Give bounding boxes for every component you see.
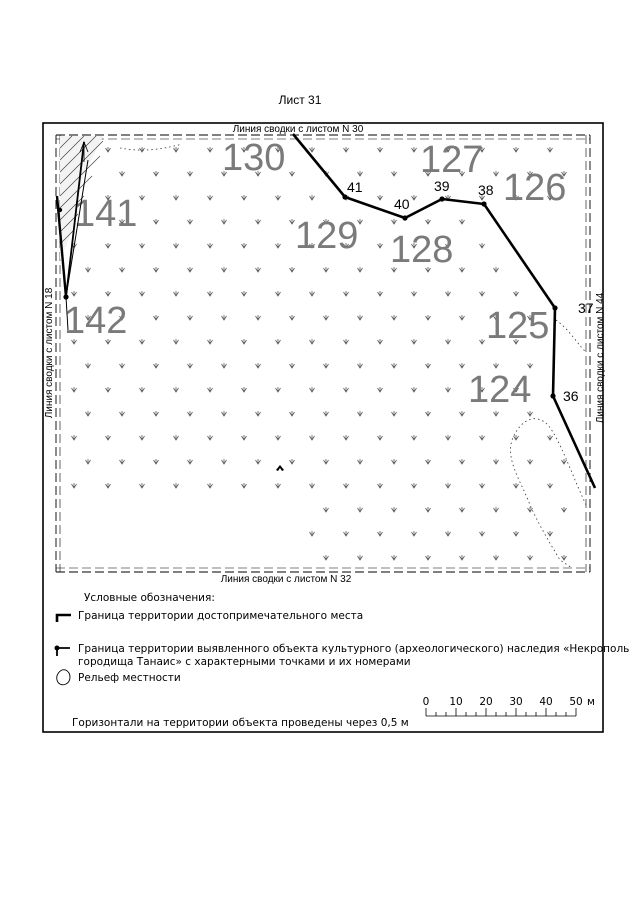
terrain-glyph xyxy=(324,459,329,464)
terrain-glyph xyxy=(562,507,567,512)
terrain-glyph xyxy=(256,267,261,272)
terrain-glyph xyxy=(242,195,247,200)
terrain-glyph xyxy=(222,411,227,416)
terrain-glyph xyxy=(310,387,315,392)
point-37: 37 xyxy=(578,300,594,316)
terrain-glyph xyxy=(378,243,383,248)
terrain-glyph xyxy=(72,291,77,296)
legend-relief: Рельеф местности xyxy=(78,672,181,684)
terrain-glyph xyxy=(290,411,295,416)
parcel-124: 124 xyxy=(468,369,532,411)
terrain-glyph xyxy=(154,267,159,272)
terrain-glyph xyxy=(378,387,383,392)
terrain-glyph xyxy=(310,147,315,152)
terrain-glyph xyxy=(460,555,465,560)
terrain-glyph xyxy=(86,411,91,416)
terrain-glyph xyxy=(412,435,417,440)
terrain-glyph xyxy=(106,435,111,440)
terrain-glyph xyxy=(426,315,431,320)
terrain-glyph xyxy=(460,219,465,224)
terrain-glyph xyxy=(256,459,261,464)
terrain-glyph xyxy=(208,147,213,152)
terrain-glyph xyxy=(494,171,499,176)
terrain-glyph xyxy=(242,435,247,440)
terrain-glyph xyxy=(480,531,485,536)
match-line-bottom: Линия сводки с листом N 32 xyxy=(220,574,352,585)
terrain-glyph xyxy=(290,267,295,272)
terrain-glyph xyxy=(290,315,295,320)
terrain-glyph xyxy=(446,435,451,440)
terrain-glyph xyxy=(480,435,485,440)
terrain-glyph xyxy=(208,195,213,200)
terrain-glyph xyxy=(358,507,363,512)
terrain-glyph xyxy=(120,459,125,464)
terrain-glyph xyxy=(426,219,431,224)
terrain-glyph xyxy=(208,339,213,344)
terrain-glyph xyxy=(528,363,533,368)
terrain-glyph xyxy=(480,291,485,296)
parcel-126: 126 xyxy=(503,167,567,209)
terrain-glyph xyxy=(392,219,397,224)
terrain-glyph xyxy=(72,387,77,392)
terrain-glyph xyxy=(494,267,499,272)
point-41: 41 xyxy=(347,179,363,195)
parcel-127: 127 xyxy=(420,139,484,181)
terrain-glyph xyxy=(86,459,91,464)
terrain-glyph xyxy=(344,483,349,488)
terrain-glyph xyxy=(426,411,431,416)
terrain-glyph xyxy=(378,339,383,344)
scale-bar xyxy=(423,696,595,716)
terrain-glyph xyxy=(344,291,349,296)
terrain-glyph xyxy=(256,315,261,320)
terrain-glyph xyxy=(188,171,193,176)
point-36: 36 xyxy=(563,388,579,404)
terrain-glyph xyxy=(208,387,213,392)
terrain-glyph xyxy=(140,435,145,440)
match-line-left: Линия сводки с листом N 18 xyxy=(44,287,55,419)
terrain-glyph xyxy=(528,507,533,512)
point-marker-symbol xyxy=(276,465,284,471)
sheet-title: Лист 31 xyxy=(278,93,322,107)
terrain-glyph xyxy=(344,339,349,344)
terrain-glyph xyxy=(276,291,281,296)
terrain-glyph xyxy=(256,411,261,416)
terrain-glyph xyxy=(256,363,261,368)
terrain-glyph xyxy=(412,339,417,344)
terrain-glyph xyxy=(154,411,159,416)
terrain-glyph xyxy=(412,483,417,488)
terrain-glyph xyxy=(140,195,145,200)
terrain-glyph xyxy=(72,435,77,440)
terrain-glyph xyxy=(310,195,315,200)
terrain-glyph xyxy=(378,531,383,536)
terrain-glyph xyxy=(86,267,91,272)
terrain-glyph xyxy=(188,411,193,416)
terrain-glyph xyxy=(344,435,349,440)
terrain-glyph xyxy=(242,339,247,344)
terrain-glyph xyxy=(154,315,159,320)
terrain-glyph xyxy=(548,483,553,488)
terrain-glyph xyxy=(72,483,77,488)
terrain-glyph xyxy=(460,411,465,416)
legend-landmark-boundary: Граница территории достопримечательного места xyxy=(78,610,364,622)
terrain-glyph xyxy=(446,483,451,488)
terrain-glyph xyxy=(324,555,329,560)
terrain-glyph xyxy=(412,531,417,536)
terrain-glyph xyxy=(494,459,499,464)
terrain-glyph xyxy=(120,171,125,176)
scale-tick-50: 50 xyxy=(569,696,583,708)
terrain-glyph xyxy=(378,435,383,440)
terrain-glyph xyxy=(446,531,451,536)
terrain-glyph xyxy=(528,459,533,464)
match-line-right: Линия сводки с листом N 44 xyxy=(595,292,606,424)
terrain-glyph xyxy=(358,315,363,320)
terrain-glyph xyxy=(494,507,499,512)
terrain-glyph xyxy=(344,387,349,392)
terrain-glyph xyxy=(324,267,329,272)
terrain-glyph xyxy=(494,363,499,368)
terrain-glyph xyxy=(154,363,159,368)
terrain-glyph xyxy=(480,339,485,344)
terrain-glyph xyxy=(276,435,281,440)
terrain-glyph xyxy=(426,459,431,464)
terrain-glyph xyxy=(120,363,125,368)
terrain-symbols xyxy=(72,147,567,560)
terrain-glyph xyxy=(290,363,295,368)
terrain-glyph xyxy=(106,147,111,152)
terrain-glyph xyxy=(412,147,417,152)
terrain-glyph xyxy=(140,387,145,392)
parcel-129: 129 xyxy=(295,215,359,257)
terrain-glyph xyxy=(290,459,295,464)
scale-tick-10: 10 xyxy=(449,696,463,708)
scale-tick-20: 20 xyxy=(479,696,493,708)
terrain-glyph xyxy=(208,435,213,440)
terrain-glyph xyxy=(290,171,295,176)
terrain-glyph xyxy=(276,339,281,344)
parcel-125: 125 xyxy=(486,305,550,347)
terrain-glyph xyxy=(140,243,145,248)
terrain-glyph xyxy=(548,531,553,536)
terrain-glyph xyxy=(358,459,363,464)
terrain-glyph xyxy=(188,459,193,464)
terrain-glyph xyxy=(460,507,465,512)
terrain-glyph xyxy=(242,483,247,488)
legend-heritage-boundary-line2: городища Танаис» с характерными точками и их номерами xyxy=(78,656,411,668)
point-39: 39 xyxy=(434,178,450,194)
terrain-glyph xyxy=(378,195,383,200)
parcel-130: 130 xyxy=(222,137,286,179)
terrain-glyph xyxy=(120,267,125,272)
terrain-glyph xyxy=(392,459,397,464)
terrain-glyph xyxy=(106,387,111,392)
point-40: 40 xyxy=(394,196,410,212)
legend-symbol-heritage-boundary xyxy=(55,646,70,656)
match-line-top: Линия сводки с листом N 30 xyxy=(232,124,364,135)
terrain-glyph xyxy=(358,267,363,272)
terrain-glyph xyxy=(174,387,179,392)
parcel-128: 128 xyxy=(390,229,454,271)
terrain-glyph xyxy=(446,339,451,344)
terrain-glyph xyxy=(426,555,431,560)
terrain-glyph xyxy=(548,435,553,440)
terrain-glyph xyxy=(392,363,397,368)
terrain-glyph xyxy=(140,339,145,344)
legend-symbol-landmark-boundary xyxy=(57,615,71,622)
terrain-glyph xyxy=(310,435,315,440)
terrain-glyph xyxy=(494,411,499,416)
terrain-glyph xyxy=(188,363,193,368)
terrain-glyph xyxy=(528,555,533,560)
terrain-glyph xyxy=(222,315,227,320)
terrain-glyph xyxy=(460,363,465,368)
terrain-glyph xyxy=(154,171,159,176)
terrain-glyph xyxy=(174,243,179,248)
terrain-glyph xyxy=(324,411,329,416)
scale-tick-0: 0 xyxy=(422,696,430,708)
terrain-glyph xyxy=(378,147,383,152)
terrain-glyph xyxy=(290,219,295,224)
scale-tick-40: 40 xyxy=(539,696,553,708)
terrain-glyph xyxy=(514,147,519,152)
terrain-glyph xyxy=(188,267,193,272)
terrain-glyph xyxy=(310,531,315,536)
terrain-glyph xyxy=(514,435,519,440)
terrain-glyph xyxy=(480,243,485,248)
legend-heritage-boundary-line1: Граница территории выявленного объекта культурного (археологического) наследия «Некрополь xyxy=(78,643,630,655)
terrain-glyph xyxy=(208,291,213,296)
terrain-glyph xyxy=(222,459,227,464)
terrain-glyph xyxy=(528,411,533,416)
terrain-glyph xyxy=(324,363,329,368)
terrain-glyph xyxy=(154,459,159,464)
terrain-glyph xyxy=(140,291,145,296)
terrain-glyph xyxy=(174,435,179,440)
terrain-glyph xyxy=(426,363,431,368)
terrain-glyph xyxy=(392,315,397,320)
terrain-glyph xyxy=(174,147,179,152)
terrain-glyph xyxy=(446,387,451,392)
terrain-glyph xyxy=(310,483,315,488)
terrain-glyph xyxy=(324,315,329,320)
terrain-glyph xyxy=(106,291,111,296)
terrain-glyph xyxy=(86,363,91,368)
parcel-142: 142 xyxy=(64,300,128,342)
terrain-glyph xyxy=(460,267,465,272)
parcel-141: 141 xyxy=(74,193,138,235)
terrain-glyph xyxy=(514,531,519,536)
terrain-glyph xyxy=(120,411,125,416)
terrain-glyph xyxy=(276,387,281,392)
terrain-glyph xyxy=(412,195,417,200)
terrain-glyph xyxy=(222,363,227,368)
terrain-glyph xyxy=(188,315,193,320)
terrain-glyph xyxy=(378,291,383,296)
terrain-glyph xyxy=(358,363,363,368)
terrain-glyph xyxy=(174,339,179,344)
terrain-glyph xyxy=(140,147,145,152)
terrain-glyph xyxy=(412,387,417,392)
terrain-glyph xyxy=(460,459,465,464)
terrain-glyph xyxy=(344,531,349,536)
legend-symbol-relief xyxy=(57,670,70,685)
terrain-glyph xyxy=(358,411,363,416)
terrain-glyph xyxy=(378,483,383,488)
terrain-glyph xyxy=(562,459,567,464)
terrain-glyph xyxy=(242,291,247,296)
terrain-glyph xyxy=(208,243,213,248)
terrain-glyph xyxy=(392,171,397,176)
scale-tick-30: 30 xyxy=(509,696,523,708)
terrain-glyph xyxy=(548,147,553,152)
terrain-glyph xyxy=(106,483,111,488)
terrain-glyph xyxy=(358,171,363,176)
terrain-glyph xyxy=(256,219,261,224)
terrain-glyph xyxy=(392,411,397,416)
terrain-glyph xyxy=(426,507,431,512)
terrain-glyph xyxy=(392,507,397,512)
terrain-glyph xyxy=(174,195,179,200)
terrain-glyph xyxy=(242,387,247,392)
terrain-glyph xyxy=(276,483,281,488)
scale-unit: м xyxy=(587,696,595,708)
terrain-glyph xyxy=(460,315,465,320)
terrain-glyph xyxy=(562,555,567,560)
terrain-glyph xyxy=(276,195,281,200)
terrain-glyph xyxy=(174,483,179,488)
terrain-glyph xyxy=(222,267,227,272)
terrain-glyph xyxy=(344,147,349,152)
terrain-glyph xyxy=(358,555,363,560)
contour-note: Горизонтали на территории объекта проведены через 0,5 м xyxy=(72,717,409,729)
terrain-glyph xyxy=(310,291,315,296)
terrain-glyph xyxy=(412,291,417,296)
terrain-glyph xyxy=(446,291,451,296)
terrain-glyph xyxy=(514,483,519,488)
terrain-glyph xyxy=(222,219,227,224)
legend-title: Условные обозначения: xyxy=(84,592,215,604)
terrain-glyph xyxy=(392,555,397,560)
terrain-glyph xyxy=(174,291,179,296)
terrain-glyph xyxy=(480,483,485,488)
terrain-glyph xyxy=(106,243,111,248)
terrain-glyph xyxy=(276,243,281,248)
terrain-glyph xyxy=(140,483,145,488)
point-38: 38 xyxy=(478,182,494,198)
terrain-glyph xyxy=(514,291,519,296)
terrain-glyph xyxy=(324,507,329,512)
terrain-glyph xyxy=(154,219,159,224)
terrain-glyph xyxy=(208,483,213,488)
terrain-glyph xyxy=(310,339,315,344)
terrain-glyph xyxy=(188,219,193,224)
terrain-glyph xyxy=(494,555,499,560)
terrain-glyph xyxy=(242,243,247,248)
